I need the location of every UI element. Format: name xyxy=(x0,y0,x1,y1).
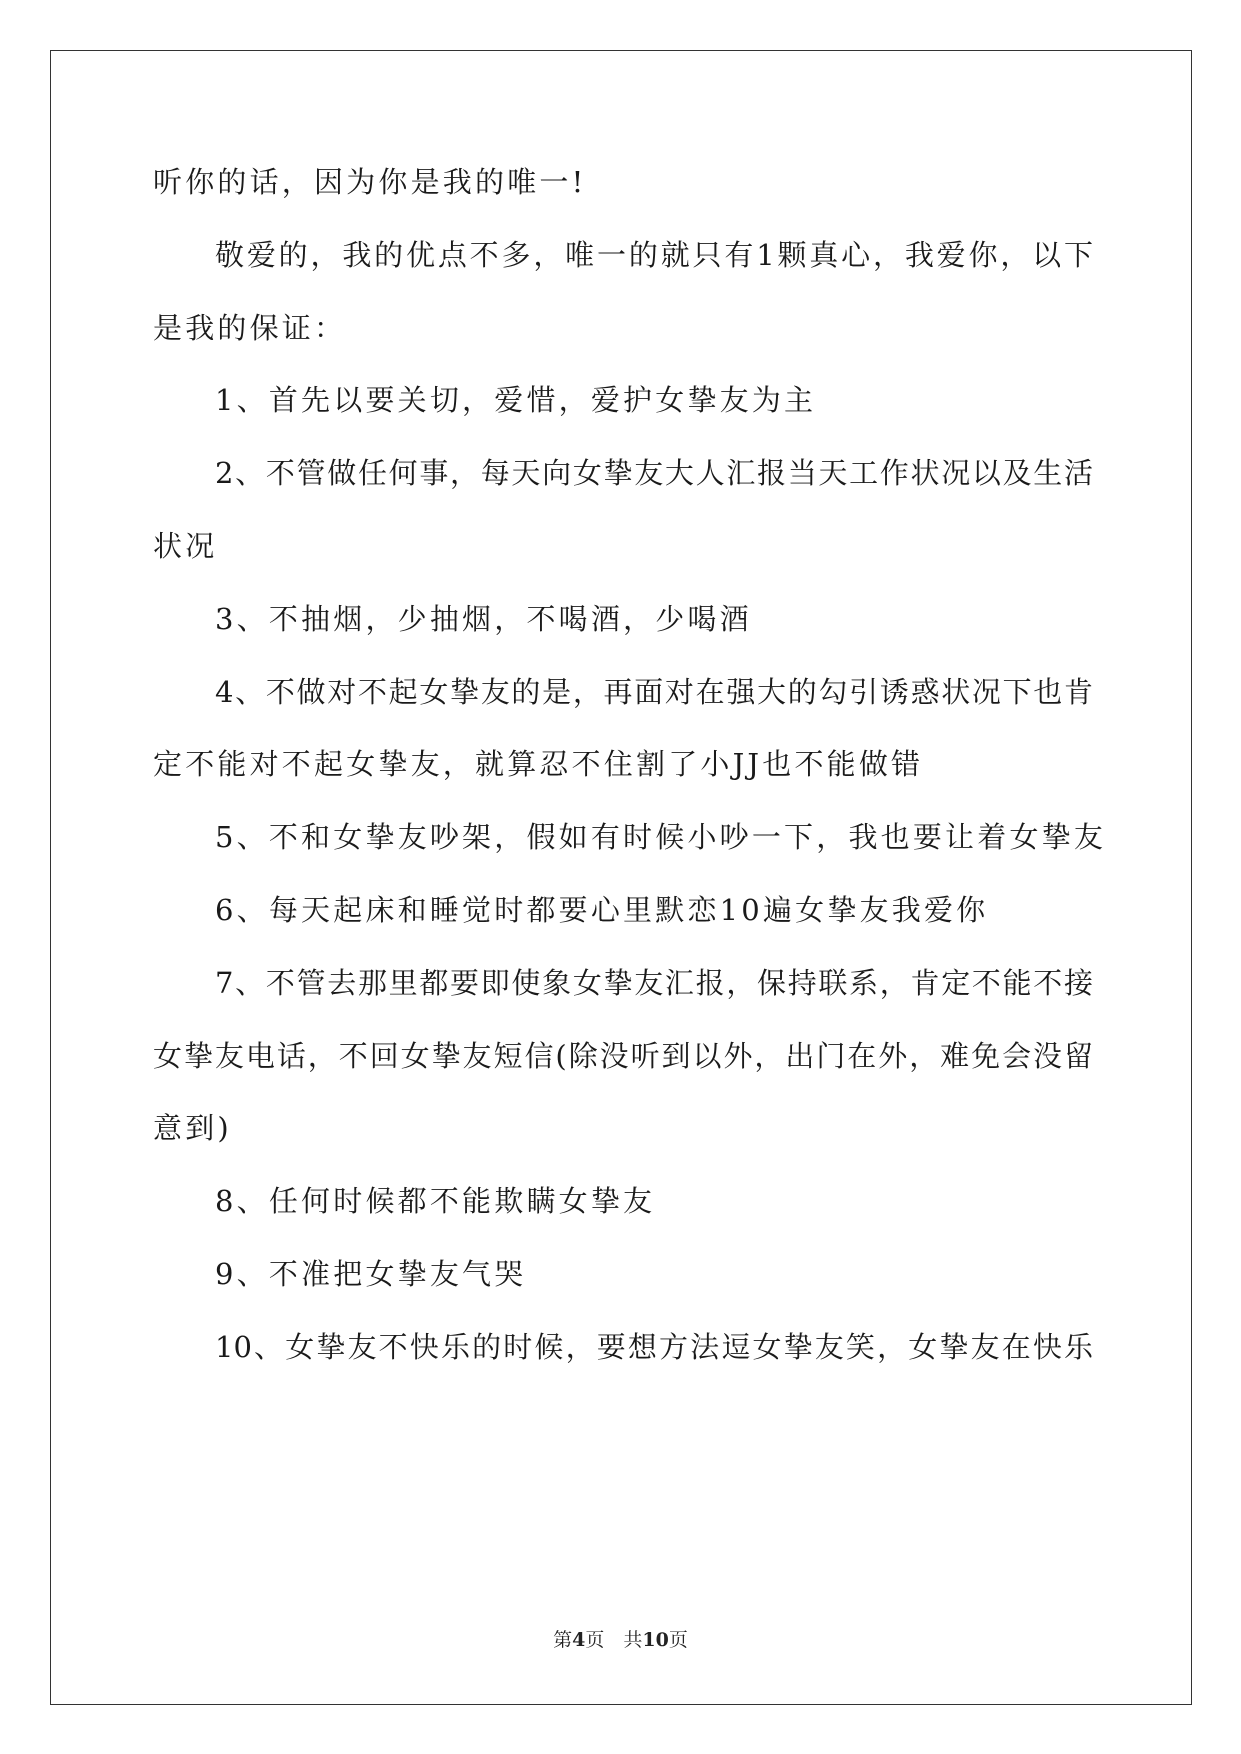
text-line: 状况 xyxy=(153,529,218,563)
text-line: 2、不管做任何事，每天向女挚友大人汇报当天工作状况以及生活 xyxy=(215,456,1093,491)
footer-suffix: 页 xyxy=(668,1629,688,1651)
text-line: 定不能对不起女挚友，就算忍不住割了小JJ也不能做错 xyxy=(153,747,924,782)
text-line: 是我的保证： xyxy=(153,310,347,345)
text-line: 7、不管去那里都要即使象女挚友汇报，保持联系，肯定不能不接 xyxy=(215,965,1093,1000)
text-line: 10、女挚友不快乐的时候，要想方法逗女挚友笑，女挚友在快乐 xyxy=(215,1329,1093,1364)
footer-middle: 页 共 xyxy=(585,1629,643,1651)
text-line: 8、任何时候都不能欺瞒女挚友 xyxy=(215,1184,656,1219)
text-line: 1、首先以要关切，爱惜，爱护女挚友为主 xyxy=(215,383,817,418)
text-line: 3、不抽烟，少抽烟，不喝酒，少喝酒 xyxy=(215,601,752,636)
text-line: 4、不做对不起女挚友的是，再面对在强大的勾引诱惑状况下也肯 xyxy=(215,674,1093,709)
text-line: 敬爱的，我的优点不多，唯一的就只有1颗真心，我爱你，以下 xyxy=(215,237,1093,272)
page-footer xyxy=(0,1626,1241,1654)
current-page-number: 4 xyxy=(572,1629,586,1651)
footer-prefix: 第 xyxy=(553,1629,573,1651)
text-line: 6、每天起床和睡觉时都要心里默恋10遍女挚友我爱你 xyxy=(215,893,989,927)
total-pages-number: 10 xyxy=(642,1629,669,1651)
text-line: 5、不和女挚友吵架，假如有时候小吵一下，我也要让着女挚友 xyxy=(215,820,1107,855)
text-line: 意到) xyxy=(153,1111,232,1146)
page-border xyxy=(50,50,1192,1705)
text-line: 9、不准把女挚友气哭 xyxy=(215,1257,527,1291)
text-line: 女挚友电话，不回女挚友短信(除没听到以外，出门在外，难免会没留 xyxy=(153,1038,1093,1073)
text-line: 听你的话，因为你是我的唯一! xyxy=(153,165,587,199)
